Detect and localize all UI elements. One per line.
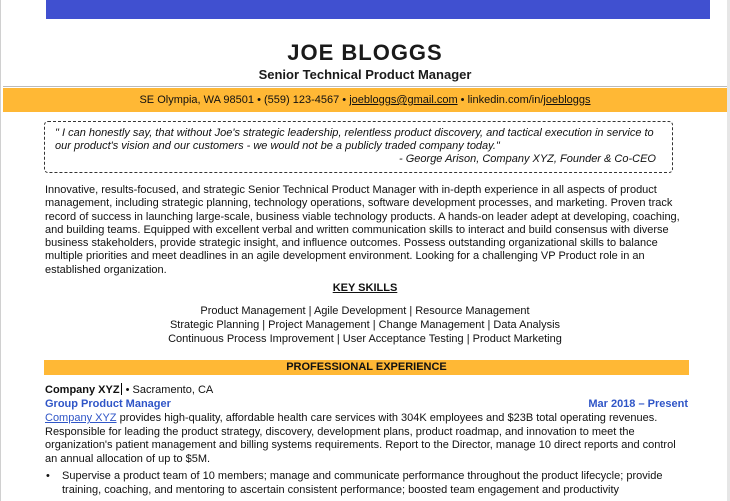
skills-line: Continuous Process Improvement | User Acceptance Testing | Product Marketing (168, 333, 562, 345)
role-dates: Mar 2018 – Present (588, 398, 688, 410)
skills-heading: KEY SKILLS (332, 282, 398, 294)
skills-line: Strategic Planning | Project Management | Change Management | Data Analysis (169, 319, 561, 331)
contact-location: SE Olympia, WA 98501 (139, 94, 255, 106)
contact-phone: (559) 123-4567 (264, 94, 340, 106)
linkedin-prefix: linkedin.com/in/ (467, 94, 544, 106)
contact-separator: • (460, 94, 468, 106)
achievement-item: • Supervise a product team of 10 members; manage and communicate performance throughout the product lifecycle; provide training, coaching, and mentoring to ascertain consistent performance; boosted team engagement and productivity (45, 470, 690, 497)
contact-bar (3, 88, 727, 112)
professional-summary: Innovative, results-focused, and strategic Senior Technical Product Manager with in-depth experience in all aspects of product management, including strategic planning, technology operations, software development processes, and marketing. Proven track record of success in launching large-scale, business viable technology products. A hands-on leader adept at developing, coaching, and building teams. Equipped with excellent verbal and written communication skills to interact and build consensus with diverse business stakeholders, provide strategic insight, and influence outcomes. Possess outstanding organizational skills to balance multiple priorities and meet deadlines in an agile development environment. Looking for a challenging VP Product role in an established organization. (45, 184, 680, 276)
experience-heading: PROFESSIONAL EXPERIENCE (44, 360, 689, 375)
job-description (45, 412, 690, 466)
company-name: Company XYZ (45, 384, 120, 396)
linkedin-handle: joebloggs (543, 94, 591, 106)
company-link[interactable]: Company XYZ (45, 412, 117, 424)
role-line (45, 398, 688, 410)
company-line (45, 383, 213, 396)
job-description-text: provides high-quality, affordable health care services with 304K employees and $23B total operating revenues. Responsible for leading the product strategy, discovery, development plans, product roadmap, and innovation to meet the organization's patient management and billing systems requirements. Report to the Director, manage 10 direct reports and control an annual allocation of up to $5M. (45, 412, 676, 465)
testimonial-box (44, 121, 673, 173)
testimonial-text: " I can honestly say, that without Joe's strategic leadership, relentless product discovery, and tactical execution in service to our product's vision and our customers - we would not be a publicly traded company today." (55, 127, 654, 152)
achievement-list (45, 470, 690, 497)
role-title: Group Product Manager (45, 398, 171, 410)
candidate-title: Senior Technical Product Manager (258, 67, 472, 82)
contact-linkedin[interactable] (468, 94, 591, 106)
contact-email[interactable]: joebloggs@gmail.com (349, 94, 458, 106)
text-cursor (121, 383, 122, 395)
skills-line: Product Management | Agile Development | Resource Management (200, 305, 530, 317)
company-location: • Sacramento, CA (125, 384, 214, 396)
testimonial-attribution: - George Arison, Company XYZ, Founder & Co-CEO (399, 153, 656, 165)
header-divider (3, 86, 727, 87)
contact-separator: • (257, 94, 264, 106)
contact-separator: • (342, 94, 350, 106)
skills-list (0, 304, 730, 346)
header-accent-bar (46, 0, 710, 19)
candidate-name: JOE BLOGGS (287, 40, 443, 65)
